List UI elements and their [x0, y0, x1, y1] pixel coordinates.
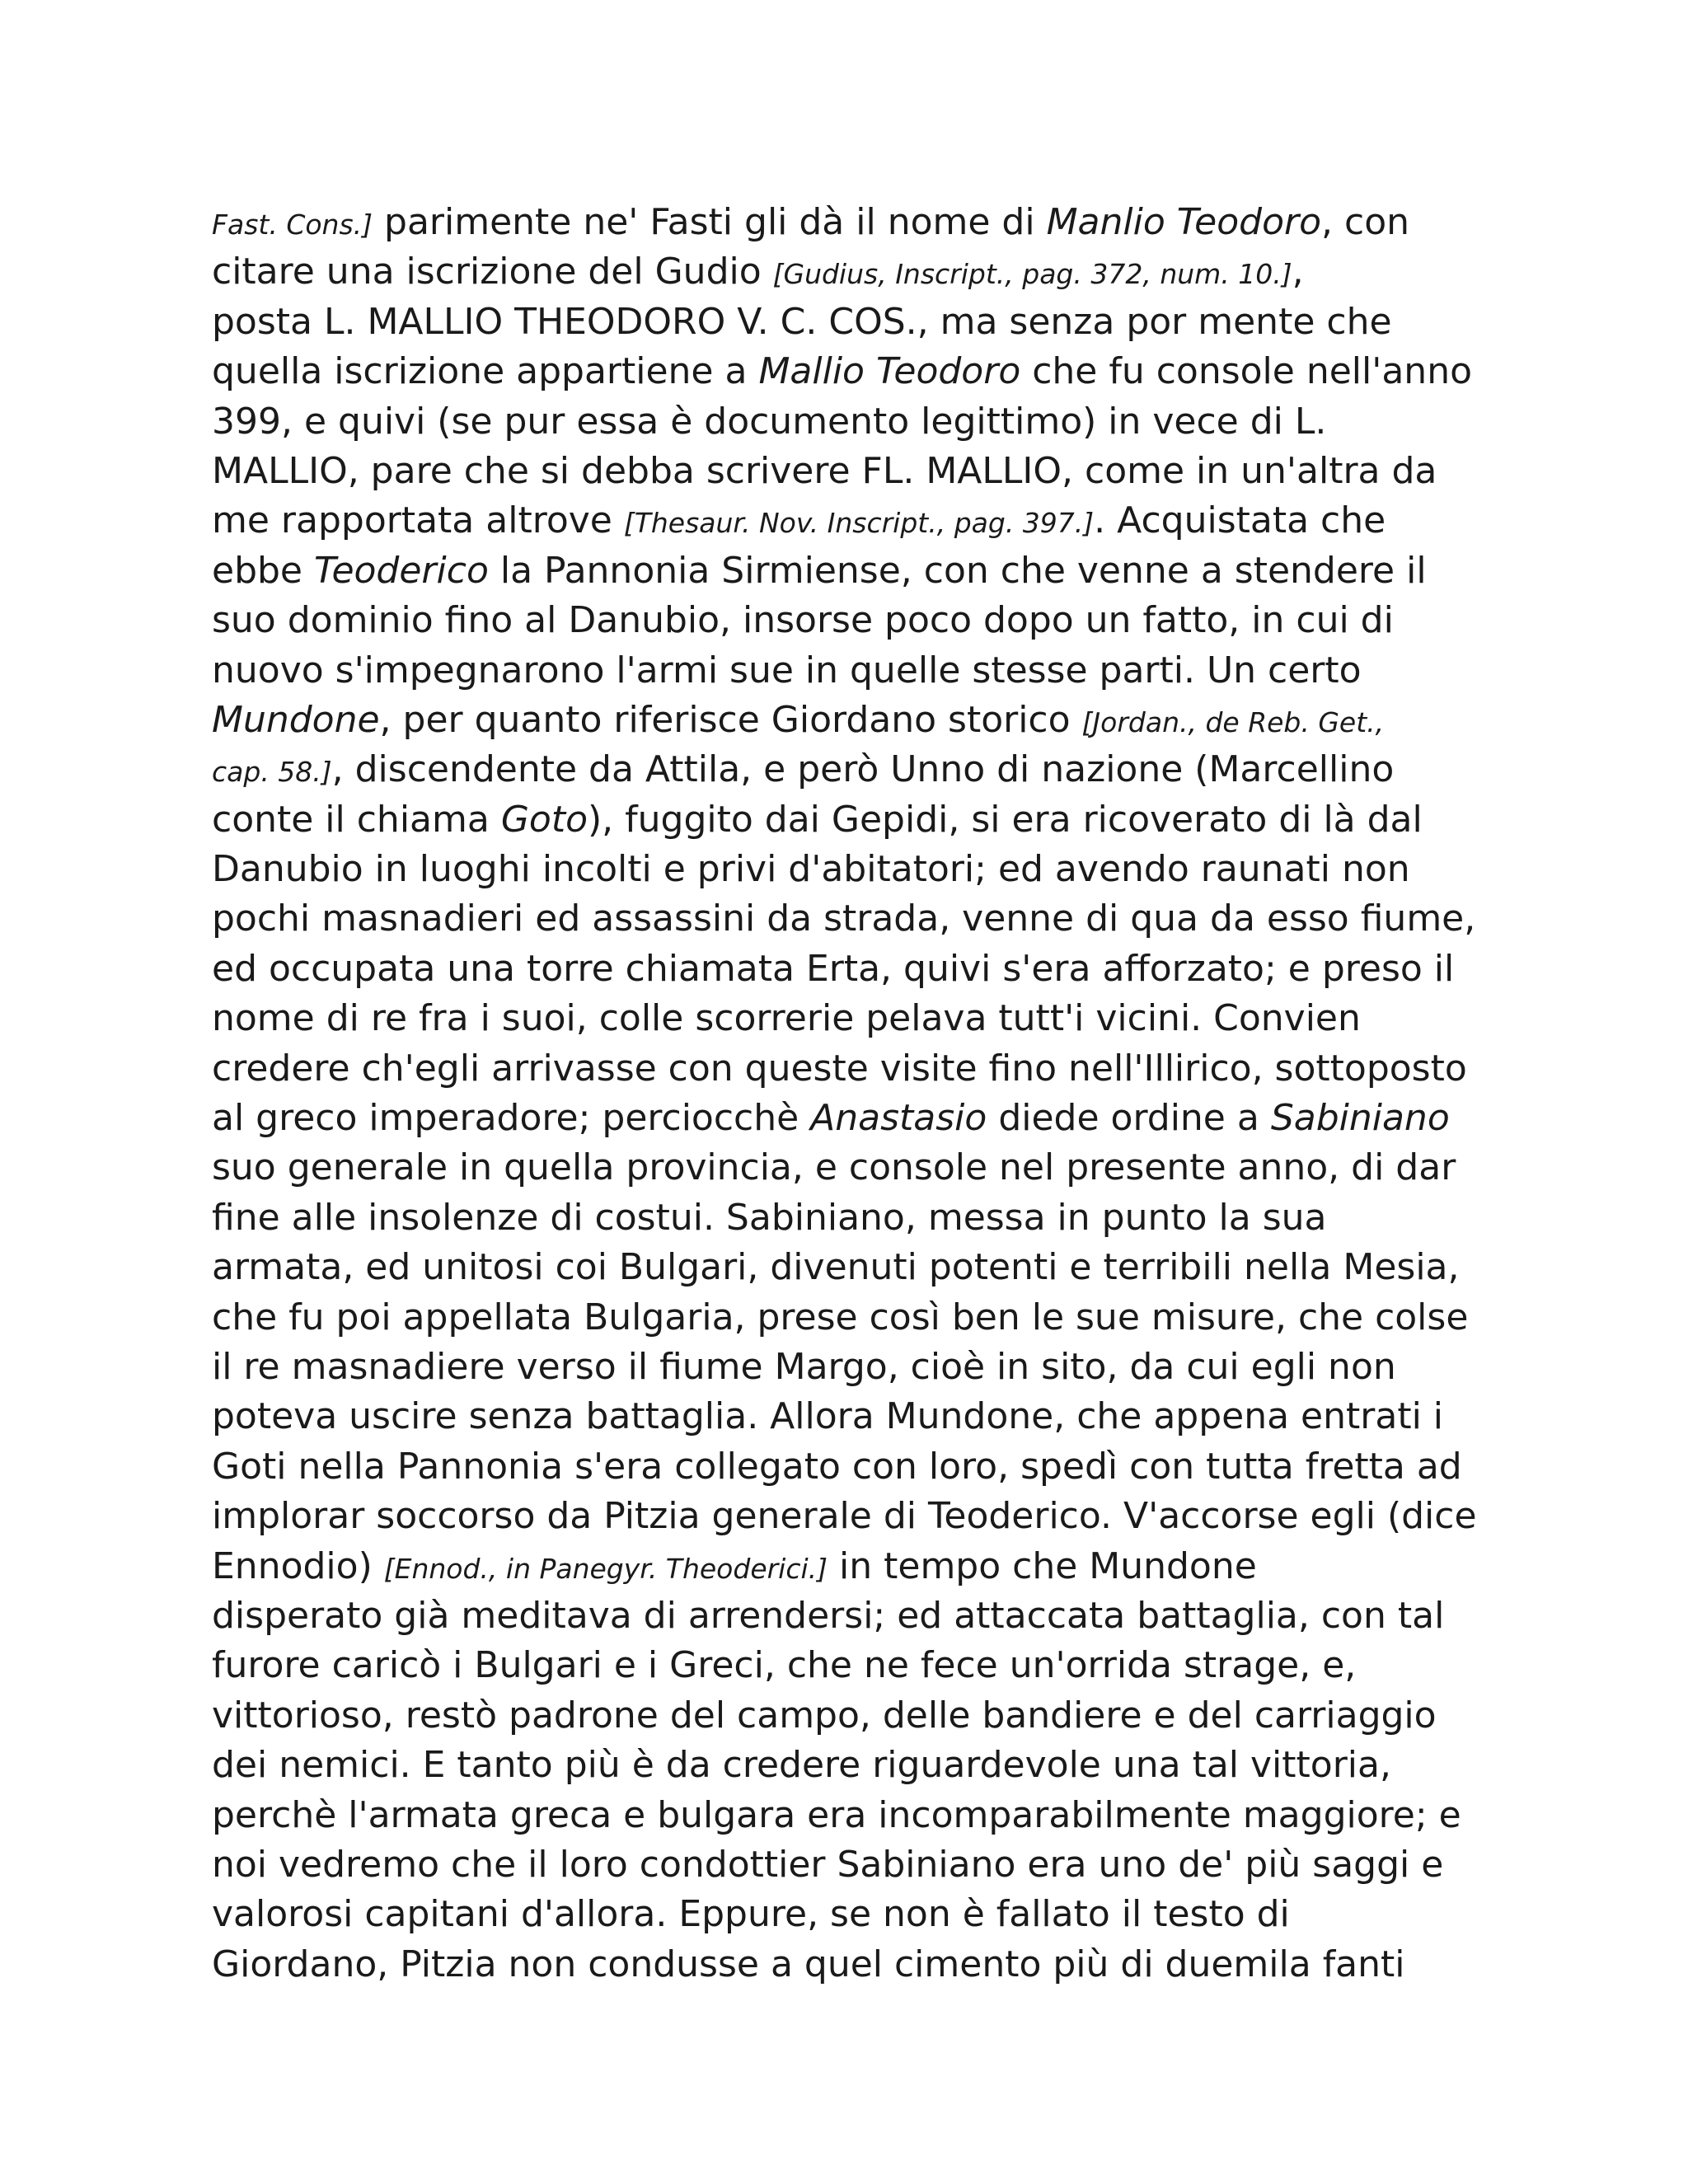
text-line — [212, 696, 1481, 745]
text-line — [212, 1293, 1481, 1343]
text-run: dei nemici. E tanto più è da credere riguardevole una tal vittoria, — [212, 1744, 1391, 1787]
text-line — [212, 894, 1481, 944]
text-run: ), fuggito dai Gepidi, si era ricoverato di là dal — [588, 798, 1423, 841]
italic-name: Sabiniano — [1270, 1097, 1450, 1140]
italic-name: Mundone — [212, 698, 380, 741]
text-run: MALLIO, pare che si debba scrivere FL. MALLIO, come in un'altra da — [212, 449, 1437, 492]
text-run: vittorioso, restò padrone del campo, delle bandiere e del carriaggio — [212, 1694, 1437, 1736]
text-line — [212, 1143, 1481, 1193]
text-run: disperato già meditava di arrendersi; ed attaccata battaglia, con tal — [212, 1594, 1445, 1637]
text-run: quella iscrizione appartiene a — [212, 350, 759, 393]
text-line — [212, 1591, 1481, 1641]
citation-note: [Thesaur. Nov. Inscript., pag. 397.] — [623, 507, 1095, 540]
text-line — [212, 1791, 1481, 1840]
text-run: , con — [1321, 201, 1410, 243]
text-run: Danubio in luoghi incolti e privi d'abitatori; ed avendo raunati non — [212, 848, 1410, 891]
text-run: credere ch'egli arrivasse con queste visite fino nell'Illirico, sottoposto — [212, 1047, 1467, 1090]
text-run: , — [1292, 251, 1304, 293]
text-run: , per quanto riferisce Giordano storico — [379, 698, 1082, 741]
text-run: 399, e quivi (se pur essa è documento legittimo) in vece di L. — [212, 400, 1327, 443]
citation-note: [Jordan., de Reb. Get., — [1081, 705, 1385, 738]
text-run: me rapportata altrove — [212, 499, 624, 542]
text-run: conte il chiama — [212, 798, 501, 841]
text-line — [212, 1044, 1481, 1094]
text-line — [212, 994, 1481, 1043]
text-run: ed occupata una torre chiamata Erta, quivi s'era afforzato; e preso il — [212, 947, 1455, 990]
text-line — [212, 546, 1481, 596]
text-run: . Acquistata che — [1094, 499, 1386, 542]
text-run: perchè l'armata greca e bulgara era incomparabilmente maggiore; e — [212, 1793, 1461, 1836]
text-run: che fu console nell'anno — [1020, 350, 1472, 393]
text-line — [212, 1840, 1481, 1890]
text-run: posta L. MALLIO THEODORO V. C. COS., ma senza por mente che — [212, 300, 1392, 343]
citation-note: Fast. Cons.] — [212, 209, 373, 241]
text-line — [212, 1442, 1481, 1492]
text-line — [212, 1094, 1481, 1143]
text-line — [212, 596, 1481, 645]
text-run: suo dominio fino al Danubio, insorse poco dopo un fatto, in cui di — [212, 599, 1394, 642]
italic-name: Mallio Teodoro — [758, 350, 1021, 393]
text-run: la Pannonia Sirmiense, con che venne a stendere il — [488, 549, 1427, 592]
italic-name: Teoderico — [314, 549, 489, 592]
body-text — [212, 198, 1481, 1990]
text-run: Goti nella Pannonia s'era collegato con loro, spedì con tutta fretta ad — [212, 1445, 1462, 1488]
text-line — [212, 496, 1481, 546]
text-run: suo generale in quella provincia, e console nel presente anno, di dar — [212, 1146, 1456, 1189]
text-line — [212, 347, 1481, 396]
text-line — [212, 1193, 1481, 1243]
text-line — [212, 1492, 1481, 1541]
text-line — [212, 397, 1481, 447]
text-line — [212, 795, 1481, 845]
italic-name: Goto — [500, 798, 588, 841]
text-run: al greco imperadore; perciocchè — [212, 1097, 811, 1140]
text-run: citare una iscrizione del Gudio — [212, 251, 773, 293]
text-line — [212, 845, 1481, 894]
text-run: poteva uscire senza battaglia. Allora Mundone, che appena entrati i — [212, 1395, 1444, 1438]
text-run: Ennodio) — [212, 1544, 384, 1587]
text-line — [212, 1243, 1481, 1292]
text-run: valorosi capitani d'allora. Eppure, se non è fallato il testo di — [212, 1893, 1290, 1936]
text-line — [212, 1542, 1481, 1591]
text-run: fine alle insolenze di costui. Sabiniano, messa in punto la sua — [212, 1196, 1327, 1239]
text-line — [212, 944, 1481, 994]
text-line — [212, 646, 1481, 696]
citation-note: [Gudius, Inscript., pag. 372, num. 10.] — [772, 258, 1292, 291]
text-line — [212, 298, 1481, 347]
text-line — [212, 247, 1481, 297]
text-run: nuovo s'impegnarono l'armi sue in quelle stesse parti. Un certo — [212, 649, 1362, 691]
text-run: ebbe — [212, 549, 314, 592]
text-run: Giordano, Pitzia non condusse a quel cimento più di duemila fanti — [212, 1943, 1405, 1985]
text-run: parimente ne' Fasti gli dà il nome di — [373, 201, 1047, 243]
text-run: pochi masnadieri ed assassini da strada, venne di qua da esso fiume, — [212, 898, 1476, 940]
text-run: che fu poi appellata Bulgaria, prese così ben le sue misure, che colse — [212, 1296, 1469, 1338]
text-run: , discendente da Attila, e però Unno di nazione (Marcellino — [331, 748, 1395, 791]
italic-name: Anastasio — [810, 1097, 987, 1140]
text-run: noi vedremo che il loro condottier Sabiniano era uno de' più saggi e — [212, 1843, 1444, 1886]
citation-note: [Ennod., in Panegyr. Theoderici.] — [383, 1552, 828, 1585]
text-line — [212, 198, 1481, 247]
text-line — [212, 1890, 1481, 1939]
text-line — [212, 1691, 1481, 1741]
text-line — [212, 745, 1481, 794]
text-line — [212, 1940, 1481, 1990]
text-line — [212, 447, 1481, 496]
text-line — [212, 1392, 1481, 1441]
text-line — [212, 1741, 1481, 1790]
citation-note: cap. 58.] — [212, 756, 332, 789]
text-run: diede ordine a — [987, 1097, 1271, 1140]
text-run: il re masnadiere verso il fiume Margo, cioè in sito, da cui egli non — [212, 1345, 1396, 1388]
text-run: in tempo che Mundone — [828, 1544, 1257, 1587]
text-run: implorar soccorso da Pitzia generale di Teoderico. V'accorse egli (dice — [212, 1495, 1477, 1538]
text-line — [212, 1343, 1481, 1392]
text-line — [212, 1641, 1481, 1690]
text-run: furore caricò i Bulgari e i Greci, che ne fece un'orrida strage, e, — [212, 1644, 1357, 1687]
italic-name: Manlio Teodoro — [1046, 201, 1322, 243]
text-run: armata, ed unitosi coi Bulgari, divenuti potenti e terribili nella Mesia, — [212, 1246, 1460, 1289]
text-run: nome di re fra i suoi, colle scorrerie pelava tutt'i vicini. Convien — [212, 997, 1361, 1040]
